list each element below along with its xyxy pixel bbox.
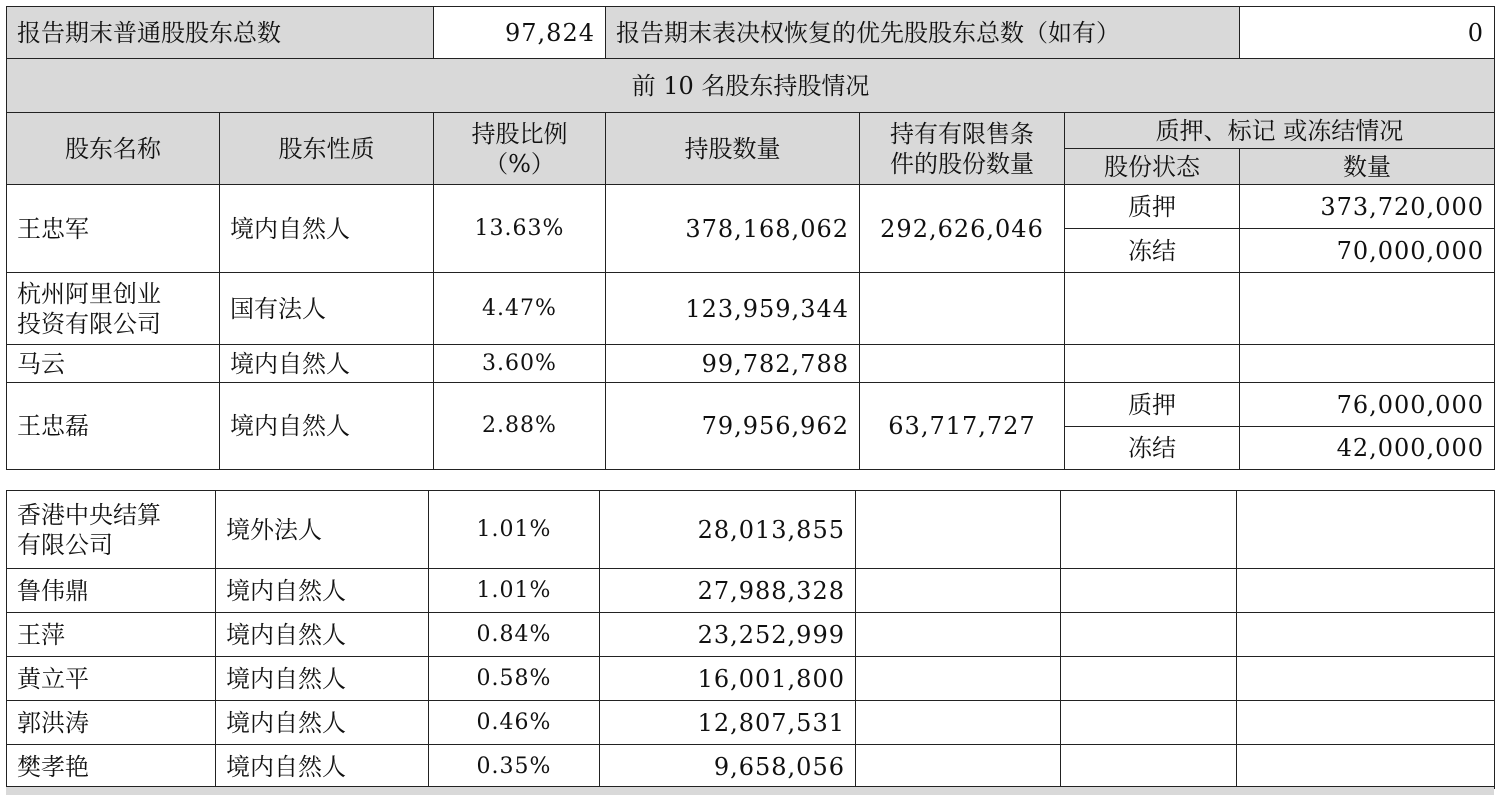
preferred-shareholder-count-value: 0 bbox=[1240, 7, 1495, 59]
header-restricted-line1: 持有有限售条 bbox=[890, 119, 1034, 148]
holding-ratio: 2.88% bbox=[434, 383, 606, 470]
pledge-count bbox=[1240, 345, 1495, 383]
header-holding-ratio-line2: （%） bbox=[484, 149, 555, 178]
shareholder-nature: 境内自然人 bbox=[216, 569, 429, 613]
header-share-count: 数量 bbox=[1240, 149, 1495, 185]
shareholder-nature: 境内自然人 bbox=[220, 345, 434, 383]
shareholder-nature: 境外法人 bbox=[216, 491, 429, 569]
top-shareholders-table-upper bbox=[6, 6, 1495, 470]
holding-ratio: 4.47% bbox=[434, 273, 606, 345]
shareholder-name: 鲁伟鼎 bbox=[7, 569, 216, 613]
holding-quantity: 123,959,344 bbox=[606, 273, 860, 345]
pledge-status bbox=[1061, 613, 1237, 657]
table-row bbox=[7, 491, 1495, 569]
header-holding-quantity: 持股数量 bbox=[606, 113, 860, 185]
restricted-shares bbox=[856, 701, 1061, 745]
holding-ratio: 0.46% bbox=[429, 701, 600, 745]
holding-ratio: 3.60% bbox=[434, 345, 606, 383]
pledge-status: 冻结 bbox=[1065, 229, 1240, 273]
pledge-count bbox=[1237, 569, 1495, 613]
pledge-count bbox=[1237, 613, 1495, 657]
header-shareholder-nature: 股东性质 bbox=[220, 113, 434, 185]
shareholder-name: 樊孝艳 bbox=[7, 745, 216, 789]
restricted-shares: 292,626,046 bbox=[860, 185, 1065, 273]
shareholder-name: 黄立平 bbox=[7, 657, 216, 701]
top-shareholders-table-lower bbox=[6, 490, 1495, 789]
holding-ratio: 0.35% bbox=[429, 745, 600, 789]
section-title: 前 10 名股东持股情况 bbox=[7, 59, 1495, 113]
holding-quantity: 27,988,328 bbox=[600, 569, 856, 613]
restricted-shares bbox=[860, 273, 1065, 345]
header-share-status: 股份状态 bbox=[1065, 149, 1240, 185]
pledge-status bbox=[1061, 569, 1237, 613]
pledge-status: 质押 bbox=[1065, 383, 1240, 427]
shareholder-name: 郭洪涛 bbox=[7, 701, 216, 745]
pledge-status bbox=[1065, 273, 1240, 345]
pledge-status bbox=[1061, 491, 1237, 569]
table-row bbox=[7, 345, 1495, 383]
restricted-shares bbox=[856, 613, 1061, 657]
common-shareholder-count-value: 97,824 bbox=[434, 7, 606, 59]
pledge-count bbox=[1237, 745, 1495, 789]
shareholder-nature: 境内自然人 bbox=[220, 185, 434, 273]
shareholder-nature: 境内自然人 bbox=[216, 657, 429, 701]
holding-quantity: 23,252,999 bbox=[600, 613, 856, 657]
holding-ratio: 1.01% bbox=[429, 569, 600, 613]
pledge-status bbox=[1065, 345, 1240, 383]
pledge-count: 42,000,000 bbox=[1240, 427, 1495, 470]
holding-quantity: 28,013,855 bbox=[600, 491, 856, 569]
restricted-shares bbox=[856, 657, 1061, 701]
header-restricted-line2: 件的股份数量 bbox=[890, 149, 1034, 178]
shareholder-name: 马云 bbox=[7, 345, 220, 383]
table-row bbox=[7, 613, 1495, 657]
restricted-shares bbox=[856, 569, 1061, 613]
restricted-shares bbox=[860, 345, 1065, 383]
header-pledge-group: 质押、标记 或冻结情况 bbox=[1065, 113, 1495, 149]
shareholder-nature: 境内自然人 bbox=[216, 701, 429, 745]
table-row bbox=[7, 657, 1495, 701]
shareholder-name: 王萍 bbox=[7, 613, 216, 657]
header-holding-ratio bbox=[434, 113, 606, 185]
pledge-status bbox=[1061, 657, 1237, 701]
shareholder-name-line1: 香港中央结算 bbox=[17, 500, 161, 529]
pledge-status bbox=[1061, 701, 1237, 745]
shareholder-nature: 境内自然人 bbox=[216, 745, 429, 789]
shareholder-name-line2: 投资有限公司 bbox=[17, 309, 161, 338]
header-restricted-shares bbox=[860, 113, 1065, 185]
pledge-count: 76,000,000 bbox=[1240, 383, 1495, 427]
holding-ratio: 13.63% bbox=[434, 185, 606, 273]
holding-quantity: 16,001,800 bbox=[600, 657, 856, 701]
pledge-count bbox=[1240, 273, 1495, 345]
shareholder-name-line2: 有限公司 bbox=[17, 530, 113, 559]
pledge-count: 70,000,000 bbox=[1240, 229, 1495, 273]
pledge-status: 质押 bbox=[1065, 185, 1240, 229]
restricted-shares bbox=[856, 745, 1061, 789]
shareholder-nature: 国有法人 bbox=[220, 273, 434, 345]
holding-quantity: 378,168,062 bbox=[606, 185, 860, 273]
holding-quantity: 9,658,056 bbox=[600, 745, 856, 789]
holding-quantity: 12,807,531 bbox=[600, 701, 856, 745]
table-row bbox=[7, 273, 1495, 345]
shareholder-name bbox=[7, 273, 220, 345]
pledge-count bbox=[1237, 657, 1495, 701]
shareholder-nature: 境内自然人 bbox=[216, 613, 429, 657]
holding-ratio: 0.58% bbox=[429, 657, 600, 701]
pledge-status bbox=[1061, 745, 1237, 789]
shareholder-name bbox=[7, 491, 216, 569]
header-shareholder-name: 股东名称 bbox=[7, 113, 220, 185]
table-row bbox=[7, 569, 1495, 613]
shareholder-nature: 境内自然人 bbox=[220, 383, 434, 470]
pledge-count bbox=[1237, 491, 1495, 569]
common-shareholder-count-label: 报告期末普通股股东总数 bbox=[7, 7, 434, 59]
holding-quantity: 79,956,962 bbox=[606, 383, 860, 470]
header-holding-ratio-line1: 持股比例 bbox=[471, 119, 568, 148]
table-row bbox=[7, 185, 1495, 229]
preferred-shareholder-count-label: 报告期末表决权恢复的优先股股东总数（如有） bbox=[606, 7, 1240, 59]
shareholder-name: 王忠磊 bbox=[7, 383, 220, 470]
shareholder-name: 王忠军 bbox=[7, 185, 220, 273]
pledge-status: 冻结 bbox=[1065, 427, 1240, 470]
table-row bbox=[7, 745, 1495, 789]
holding-ratio: 0.84% bbox=[429, 613, 600, 657]
restricted-shares: 63,717,727 bbox=[860, 383, 1065, 470]
table-row bbox=[7, 701, 1495, 745]
shareholder-name-line1: 杭州阿里创业 bbox=[17, 279, 161, 308]
table-row bbox=[7, 383, 1495, 427]
holding-quantity: 99,782,788 bbox=[606, 345, 860, 383]
restricted-shares bbox=[856, 491, 1061, 569]
pledge-count: 373,720,000 bbox=[1240, 185, 1495, 229]
pledge-count bbox=[1237, 701, 1495, 745]
holding-ratio: 1.01% bbox=[429, 491, 600, 569]
